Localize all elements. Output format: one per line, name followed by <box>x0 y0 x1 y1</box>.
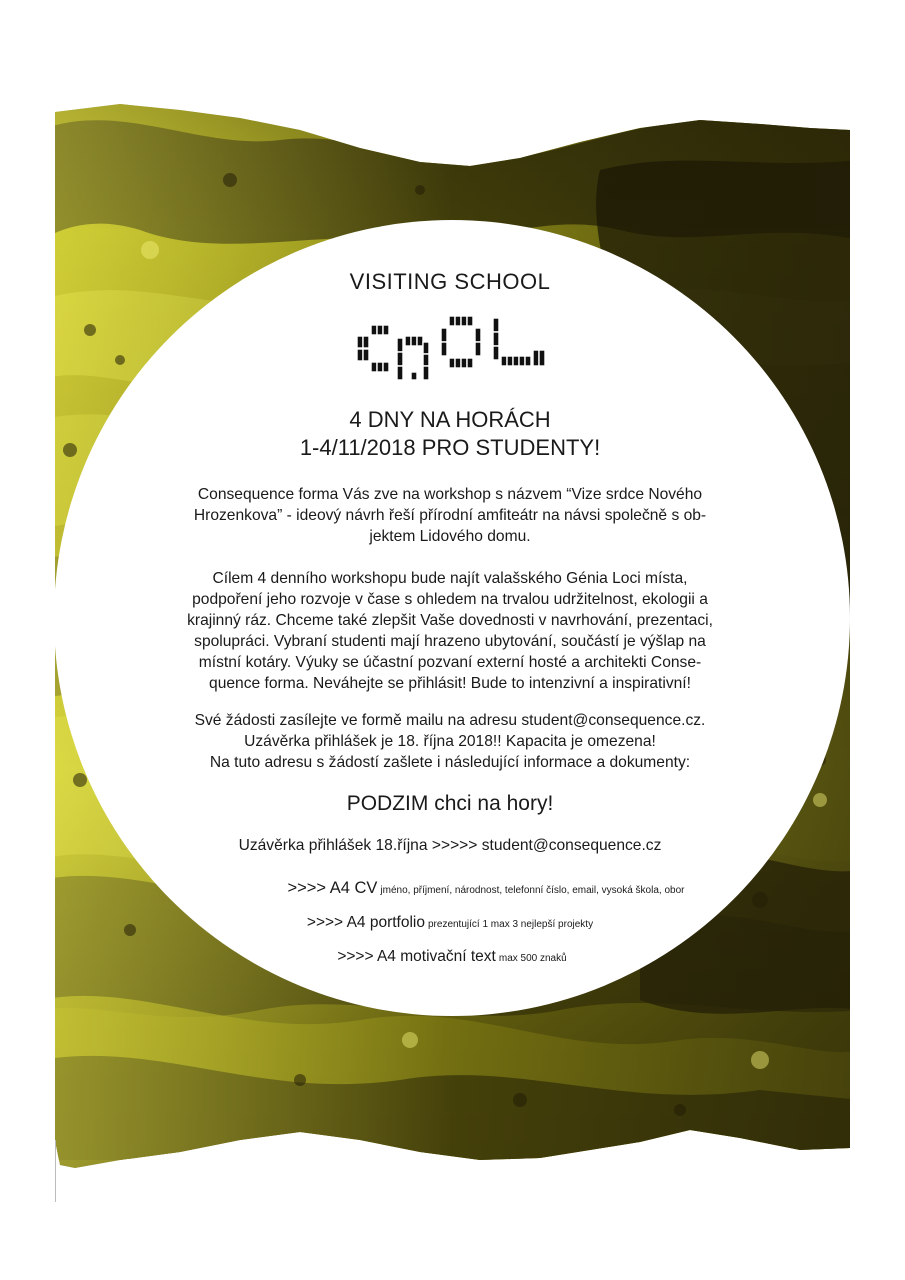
intro-line: jektem Lidového domu. <box>369 528 531 545</box>
headline-dates: 1-4/11/2018 PRO STUDENTY! <box>299 435 601 460</box>
headline <box>150 406 750 462</box>
apply-paragraph <box>150 710 750 773</box>
goal-line: quence forma. Neváhejte se přihlásit! Bude to intenzivní a inspirativní! <box>209 675 691 692</box>
requirement-cv <box>150 879 786 898</box>
logo <box>353 312 555 392</box>
intro-line: Consequence forma Vás zve na workshop s názvem “Vize srdce Nového <box>197 486 703 503</box>
apply-line: Uzávěrka přihlášek je 18. října 2018!! Kapacita je omezena! <box>244 733 656 750</box>
requirement-motivation <box>150 948 752 966</box>
intro-line: Hrozenkova” - ideový návrh řeší přírodní amfiteátr na návsi společně s ob- <box>193 507 707 524</box>
requirement-portfolio <box>150 914 750 932</box>
page-title: VISITING SCHOOL <box>349 269 551 294</box>
requirement-label: >>>> A4 portfolio <box>306 914 425 931</box>
apply-line: Na tuto adresu s žádostí zašlete i následující informace a dokumenty: <box>209 754 691 771</box>
deadline-line: Uzávěrka přihlášek 18.října >>>>> student@consequence.cz <box>238 837 662 854</box>
goal-paragraph <box>150 568 750 694</box>
goal-line: místní kotáry. Výuky se účastní pozvaní externí hosté a architekti Conse- <box>198 654 702 671</box>
goal-line: spolupráci. Vybraní studenti mají hrazeno ubytování, součástí je výšlap na <box>194 633 706 650</box>
goal-line: krajinný ráz. Chceme také zlepšit Vaše dovednosti v navrhování, prezentaci, <box>187 612 713 629</box>
requirement-label: >>>> A4 motivační text <box>337 948 496 965</box>
call-to-action: PODZIM chci na hory! <box>346 792 554 815</box>
apply-line: Své žádosti zasílejte ve formě mailu na adresu student@consequence.cz. <box>194 712 706 729</box>
requirement-detail: prezentující 1 max 3 nejlepší projekty <box>427 919 594 930</box>
intro-paragraph <box>150 484 750 547</box>
requirement-detail: jméno, příjmení, národnost, telefonní číslo, email, vysoká škola, obor <box>380 885 685 896</box>
requirement-label: >>>> A4 CV <box>287 879 378 897</box>
crop-line <box>55 1140 56 1202</box>
headline-dates-title: 4 DNY NA HORÁCH <box>349 407 551 432</box>
goal-line: Cílem 4 denního workshopu bude najít valašského Génia Loci místa, <box>212 570 688 587</box>
requirement-detail: max 500 znaků <box>498 953 567 964</box>
goal-line: podpoření jeho rozvoje v čase s ohledem na trvalou udržitelnost, ekologii a <box>192 591 708 608</box>
